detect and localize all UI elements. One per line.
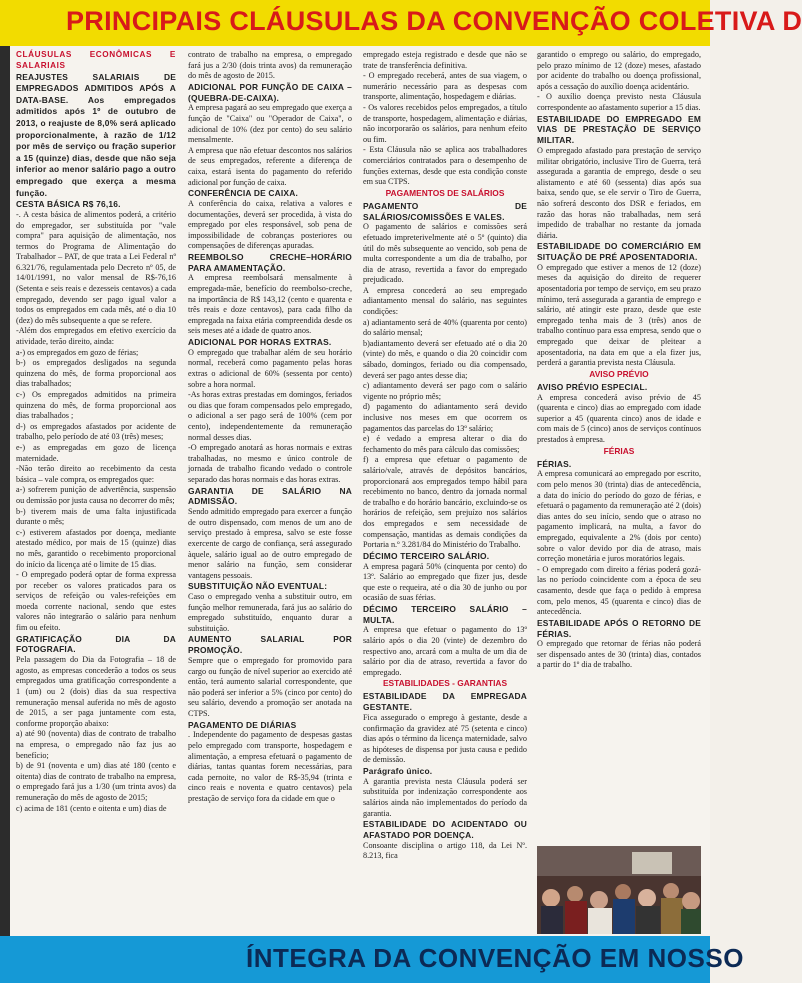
paragraph: -Não terão direito ao recebimento da cesta básica – vale compra, os empregados que: xyxy=(16,464,176,484)
paragraph: b-) os empregados desligados na segunda quinzena do mês, de forma proporcional aos dias trabalhados; xyxy=(16,358,176,389)
column-4 xyxy=(537,50,701,842)
paragraph: A garantia prevista nesta Cláusula poderá ser substituída por indenização correspondente aos salários ainda não implementados do período da garantia. xyxy=(363,776,527,818)
paragraph: - O empregado poderá optar de forma expressa por receber os valores praticados para os serviços de refeição ou vales-refeições em moeda corrente nacional, sendo que estes valores não integrarão o salário para nenhum fim ou efeito. xyxy=(16,570,176,633)
paragraph: A empresa pagará 50% (cinquenta por cento) do 13º. Salário ao empregado que fizer jus, desde que este o requeira, até o dia 30 de junho ou por ocasião de suas férias. xyxy=(363,561,527,603)
paragraph: -As horas extras prestadas em domingos, feriados ou dias que foram compensados pelo empregado, o adicional a ser pago será de 100% (cem por cento), independentemente da remuneração normal desses dias. xyxy=(188,390,352,442)
paragraph: contrato de trabalho na empresa, o empregado fará jus a 2/30 (dois trinta avos) da remuneração do mês de agosto de 2015. xyxy=(188,50,352,81)
clause-heading-ferias: FÉRIAS. xyxy=(537,458,572,469)
paragraph: Caso o empregado venha a substituir outro, em função melhor remunerada, fará jus ao salário do empregado substituído, enquanto durar a substituição. xyxy=(188,592,352,633)
paragraph: b-) tiverem mais de uma falta injustificada durante o mês; xyxy=(16,506,176,527)
section-heading-economicas: CLÁUSULAS ECONÔMICAS E SALARIAIS xyxy=(16,50,176,70)
paragraph: O empregado que estiver a menos de 12 (doze) meses da aquisição do direito de requerer aposentadoria por tempo de serviço, em seu prazo mínimo, terá assegurada a garantia de emprego e salário, até atingir este prazo, desde que este empregado tenha mais de 3 (três) anos de trabalho contínuo para essa empresa, sendo que o empregado que deixar de pleitear a aposentadoria, na data em que a ela fizer jus, perderá a garantia prevista nesta Cláusula. xyxy=(537,262,701,368)
paragraph: c) acima de 181 (cento e oitenta e um) dias de xyxy=(16,803,167,813)
clause-heading-gratificacao: GRATIFICAÇÃO DIA DA FOTOGRAFIA. xyxy=(16,633,176,655)
clause-heading-paragrafo: Parágrafo único. xyxy=(363,766,433,777)
section-heading-pagamentos: PAGAMENTOS DE SALÁRIOS xyxy=(385,187,505,198)
paragraph: Sempre que o empregado for promovido para cargo ou função de nível superior ao exercido até então, terá aumento salarial correspondente, que não poderá ser inferior a 5% (cinco por cento) do seu salário, devendo a promoção ser anotada na CTPS. xyxy=(188,656,352,719)
left-stripe xyxy=(0,46,10,936)
paragraph: a) até 90 (noventa) dias de contrato de trabalho na empresa, o empregado não faz jus ao benefício; xyxy=(16,729,176,760)
paragraph: e-) as empregadas em gozo de licença maternidade. xyxy=(16,442,176,463)
paragraph: A empresa pagará ao seu empregado que exerça a função de "Caixa" ou "Operador de Caixa", o adicional de 10% (dez por cento) do seu salário mensalmente. xyxy=(188,103,352,145)
footer-title: ÍNTEGRA DA CONVENÇÃO EM NOSSO xyxy=(246,943,744,973)
clause-heading-acidentado: ESTABILIDADE DO ACIDENTADO OU AFASTADO POR DOENÇA. xyxy=(363,819,527,840)
paragraph: Consoante disciplina o artigo 118, da Lei Nº. 8.213, fica xyxy=(363,840,527,861)
clause-heading-decimo-multa: DÉCIMO TERCEIRO SALÁRIO – MULTA. xyxy=(363,603,527,625)
column-2 xyxy=(188,50,352,930)
paragraph: - Os valores recebidos pelos empregados, a título de transporte, hospedagem, alimentação e diárias, não incorporarão os salários, para nenhum efeito ou fim. xyxy=(363,102,527,144)
clause-heading-promocao: AUMENTO SALARIAL POR PROMOÇÃO. xyxy=(188,634,352,656)
paragraph: a) adiantamento será de 40% (quarenta por cento) do salário mensal; xyxy=(363,317,527,338)
clause-heading-militar: ESTABILIDADE DO EMPREGADO EM VIAS DE PRESTAÇÃO DE SERVIÇO MILITAR. xyxy=(537,113,701,146)
paragraph: A empresa que efetuar o pagamento do 13º salário após o dia 20 (vinte) de dezembro do respectivo ano, arcará com a multa de um dia de salário por dia de atraso, revertida a favor do empregado. xyxy=(363,625,527,677)
paragraph: c-) Os empregados admitidos na primeira quinzena do mês, de forma proporcional aos dias trabalhados ; xyxy=(16,390,176,421)
paragraph: e) é vedado a empresa alterar o dia do fechamento do mês para cálculo das comissões; xyxy=(363,434,527,454)
paragraph: - O auxílio doença previsto nesta Cláusula correspondente ao afastamento superior a 15 dias. xyxy=(537,92,701,112)
paragraph: A empresa concederá aviso prévio de 45 (quarenta e cinco) dias ao empregado com idade superior a 45 (quarenta cinco) anos de idade e com mais de 5 (cinco) anos de serviços contínuos prestados à empresa. xyxy=(537,392,701,444)
paragraph: Sendo admitido empregado para exercer a função de outro dispensado, com menos de um ano de serviço prestado à empresa, salvo se este fosse exercente de cargo de confiança, será assegurado àquele, salário igual ao de outro empregado de menor salário na função, sem considerar vantagens pessoais. xyxy=(188,507,352,580)
paragraph: c) adiantamento deverá ser pago com o salário vigente no próprio mês; xyxy=(363,381,527,401)
column-3 xyxy=(363,50,527,930)
paragraph: A empresa comunicará ao empregado por escrito, com pelo menos 30 (trinta) dias de antecedência, a data do início do período do gozo de férias, e efetuará o pagamento da remuneração até 2 (dois) dias antes do seu início, sendo que o atraso no pagamento implicará, na multa, a favor do empregado, equivalente a 2% (dois por cento) sobre o valor devido por dia de atraso, mais correção monetária e juros moratórios legais. xyxy=(537,469,701,564)
section-heading-ferias: FÉRIAS xyxy=(603,445,635,456)
clause-heading: REAJUSTES SALARIAIS DE EMPREGADOS ADMITIDOS APÓS A DATA-BASE. Aos empregados admitidos após 1º de outubro de 2013, o reajuste de 8,0% será aplicado proporcionalmente, à razão de 1/12 por mês de serviço ou fração superior a 15 (quinze) dias, desde que não seja inferior ao menor salário pago a outro empregado que exerça a mesma função. xyxy=(16,71,176,198)
paragraph: d-) os empregados afastados por acidente de trabalho, pelo período de até 03 (três) meses; xyxy=(16,421,176,442)
clause-heading-caixa: ADICIONAL POR FUNÇÃO DE CAIXA – (QUEBRA-DE-CAIXA). xyxy=(188,81,352,103)
paragraph: O empregado que trabalhar além de seu horário normal, receberá como pagamento pelas horas extras o adicional de 60% (sessenta por cento) sobre a hora normal. xyxy=(188,347,352,389)
paragraph: a-) sofrerem punição de advertência, suspensão ou demissão por justa causa no decorrer do mês; xyxy=(16,485,176,505)
section-heading-estabilidades: ESTABILIDADES - GARANTIAS xyxy=(382,678,508,689)
paragraph: empregado esteja registrado e desde que não se trate de transferência definitiva. xyxy=(363,50,527,70)
paragraph: b)adiantamento deverá ser efetuado até o dia 20 (vinte) do mês, e quando o dia 20 coincidir com sábado, domingos, feriado ou dia compensado, deverá ser pago antes desse dia; xyxy=(363,338,527,380)
paragraph: - Esta Cláusula não se aplica aos trabalhadores comerciários contratados para o desempenho de funções externas, desde que esta condição conste em sua CTPS. xyxy=(363,145,527,187)
paragraph: A empresa concederá ao seu empregado adiantamento mensal do salário, nas seguintes condições: xyxy=(363,285,527,317)
paragraph: Fica assegurado o emprego à gestante, desde a confirmação da gravidez até 75 (setenta e cinco) dias após o término da licença maternidade, salvo as hipóteses de dispensa por justa causa e pedido de demissão. xyxy=(363,713,527,765)
header-title: PRINCIPAIS CLÁUSULAS DA CONVENÇÃO COLETIVA D xyxy=(66,6,802,36)
clause-heading-creche: REEMBOLSO CRECHE–HORÁRIO PARA AMAMENTAÇÃO. xyxy=(188,251,352,273)
paragraph: A empresa que não efetuar descontos nos salários de seus empregados, referente a diferença de caixa, estará isenta do pagamento do referido adicional por função de caixa. xyxy=(188,145,352,187)
paragraph: - O empregado com direito a férias poderá gozá-las no período coincidente com a época de seu casamento, desde que faça o pedido à empresa com, pelo menos, 45 (quarenta e cinco) dias de antecedência. xyxy=(537,564,701,617)
paragraph: f) a empresa que efetuar o pagamento de salário/vale, através de depósitos bancários, proporcionará aos empregados tempo hábil para recebimento no banco, dentro da jornada normal de trabalho e do horário bancário, excluindo-se os horários de refeição, sem prejuízo nos salários dos empregados e sem necessidade de compensação, mantidas as demais condições da Portaria n.º 3.281/84 do Ministério do Trabalho. xyxy=(363,455,527,550)
clause-heading-garantia-admissao: GARANTIA DE SALÁRIO NA ADMISSÃO. xyxy=(188,485,352,507)
paragraph: O pagamento de salários e comissões será efetuado impreterivelmente até o 5º (quinto) dia útil do mês subsequente ao vencido, sob pena de multa correspondente a um dia de trabalho, por dia de atraso, revertida a favor do empregado prejudicado. xyxy=(363,222,527,285)
paragraph: A empresa reembolsará mensalmente à empregada-mãe, benefício do reembolso-creche, na importância de R$ 143,12 (cento e quarenta e três reais e doze centavos), para cada filho da empregada na faixa etária compreendida desde os seis meses até a idade de quatro anos. xyxy=(188,273,352,336)
column-1 xyxy=(16,50,176,930)
clause-heading-retorno-ferias: ESTABILIDADE APÓS O RETORNO DE FÉRIAS. xyxy=(537,617,701,639)
paragraph: A conferência do caixa, relativa a valores e documentações, deverá ser procedida, à vista do empregado por eles responsável, sob pena de impossibilidade de cobranças posteriores ou compensações de diferenças apuradas. xyxy=(188,198,352,251)
clause-heading-cesta: CESTA BÁSICA R$ 76,16. xyxy=(16,199,121,210)
clause-heading-gestante: ESTABILIDADE DA EMPREGADA GESTANTE. xyxy=(363,691,527,713)
paragraph: b) de 91 (noventa e um) dias até 180 (cento e oitenta) dias de contrato de trabalho na empresa, o empregado fará jus a 1/30 (um trinta avos) da remuneração do mês de agosto de 2015; xyxy=(16,761,176,802)
clause-heading-aviso-especial: AVISO PRÉVIO ESPECIAL. xyxy=(537,381,648,392)
paragraph: Pela passagem do Dia da Fotografia – 18 de agosto, as empresas concederão a todos os seus empregados uma gratificação correspondente a 1 (um) ou 2 (dois) dias da sua respectiva remuneração mensal auferida no mês de agosto de 2015, a ser paga juntamente com esta, conforme proporção abaixo: xyxy=(16,655,176,728)
paragraph: a-) os empregados em gozo de férias; xyxy=(16,347,139,357)
paragraph: -. A cesta básica de alimentos poderá, a critério do empregador, ser substituída por "vale compra" para aquisição de alimentação, nos termos do Programa de Alimentação do Trabalhador – PAT, de que trata a Lei Federal nº 6.321/76, regulamentada pelo Decreto nº 05, de 14/01/1991, no valor mensal de R$-76,16 (Setenta e seis reais e dezesseis centavos) a cada empregado, devendo ser pago igual valor a todos os empregados em cada mês, até o dia 10 (dez) do mês subsequente a que se refere. xyxy=(16,209,176,325)
paragraph: - O empregado receberá, antes de sua viagem, o numerário necessário para as despesas com transporte, alimentação, hospedagem e diárias. xyxy=(363,71,527,102)
paragraph: garantido o emprego ou salário, do empregado, pelo prazo mínimo de 12 (doze) meses, afastado por acidente do trabalho ou doença profissional, após a cessação do auxílio doença acidentário. xyxy=(537,50,701,91)
clause-heading-pagamento: PAGAMENTO DE SALÁRIOS/COMISSÕES E VALES. xyxy=(363,200,527,222)
paragraph: c-) estiverem afastados por doença, mediante atestado médico, por mais de 15 (quinze) dias no mês, garantido o recebimento proporcional do início da licença até o limite de 15 dias. xyxy=(16,527,176,569)
clause-heading-pre-aposentadoria: ESTABILIDADE DO COMERCIÁRIO EM SITUAÇÃO DE PRÉ APOSENTADORIA. xyxy=(537,241,701,263)
paragraph: . Independente do pagamento de despesas gastas pelo empregado com transporte, hospedagem e alimentação, a empresa efetuará o pagamento de diárias, tantas quantas forem necessárias, para cada pernoite, no valor de R$-35,94 (trinta e cinco reais e noventa e quatro centavos) pela prestação de serviço fora da cidade em que o xyxy=(188,730,352,803)
paragraph: O empregado afastado para prestação de serviço militar obrigatório, inclusive Tiro de Guerra, terá assegurada a garantia de emprego, desde o seu alistamento e até 60 (sessenta) dias após sua baixa, sendo que, se ele servir o Tiro de Guerra, não sofrerá desconto dos DSR e feriados, em razão das horas não trabalhadas, nem será impedido de trabalhar no restante da jornada diária. xyxy=(537,145,701,240)
footer-banner xyxy=(0,936,744,983)
section-heading-aviso: AVISO PRÉVIO xyxy=(589,368,649,379)
paragraph xyxy=(16,72,176,200)
paragraph: -Além dos empregados em efetivo exercício da atividade, terão direito, ainda: xyxy=(16,326,176,347)
header-banner xyxy=(0,0,802,46)
crowd-photo-icon xyxy=(537,846,701,934)
clause-heading-diarias: PAGAMENTO DE DIÁRIAS xyxy=(188,719,297,730)
clause-heading-decimo: DÉCIMO TERCEIRO SALÁRIO. xyxy=(363,550,490,561)
paragraph: d) pagamento do adiantamento será devido inclusive nos meses em que ocorrem os pagamentos das parcelas do 13º salário; xyxy=(363,402,527,433)
paragraph: O empregado que retornar de férias não poderá ser dispensado antes de 30 (trinta) dias, contados a partir do 1º dia de trabalho. xyxy=(537,639,701,670)
clause-heading-horas-extras: ADICIONAL POR HORAS EXTRAS. xyxy=(188,337,332,348)
clause-heading-conferencia: CONFERÊNCIA DE CAIXA. xyxy=(188,188,298,199)
clause-heading-substituicao: SUBSTITUIÇÃO NÃO EVENTUAL: xyxy=(188,581,328,592)
paragraph: -O empregado anotará as horas normais e extras trabalhadas, no mesmo e único controle de jornada de trabalho ficando vedado o controle separado das horas normais e das horas extras. xyxy=(188,443,352,484)
